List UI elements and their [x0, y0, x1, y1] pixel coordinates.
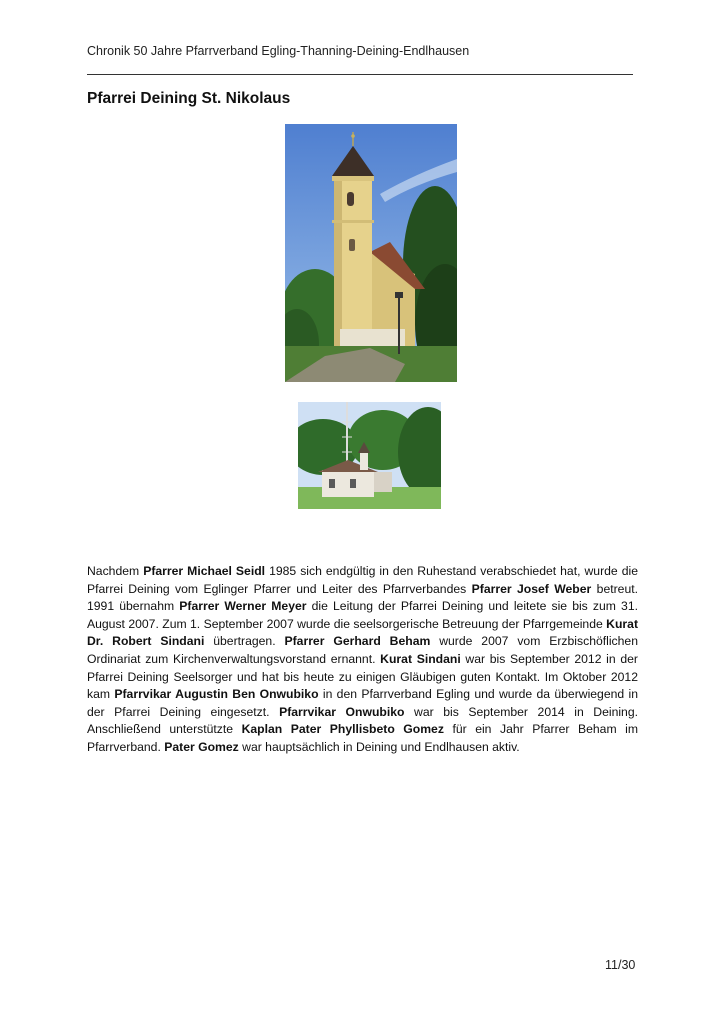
bold-name: Pfarrvikar Onwubiko — [279, 704, 405, 719]
history-paragraph — [87, 563, 638, 757]
text-run: wurde 2007 vom Erzbischöflichen Ordinariat zum Kirchenverwaltungsvorstand ernannt. — [87, 634, 638, 666]
text-run: betreut. 1991 übernahm — [87, 581, 638, 614]
text-run: die Leitung der Pfarrei Deining und leitete sie bis zum 31. August 2007. Zum 1. September 2007 wurde die seelsorgerische Betreuung der Pfarrgemeinde — [87, 599, 638, 631]
bold-name: Pfarrvikar Augustin Ben Onwubiko — [114, 687, 319, 702]
text-run: in den Pfarrverband Egling und wurde da überwiegend in der Pfarrei Deining eingesetzt. — [87, 687, 638, 719]
bold-name: Pater Gomez — [164, 739, 239, 754]
chapel-photo — [298, 402, 441, 509]
bold-name: Kurat Dr. Robert Sindani — [87, 616, 638, 649]
text-run: für ein Jahr Pfarrer Beham im Pfarrverband. — [87, 722, 638, 754]
text-run: war hauptsächlich in Deining und Endlhausen aktiv. — [238, 739, 520, 754]
text-run: war bis September 2014 in Deining. Anschließend unterstützte — [87, 704, 638, 737]
bold-name: Pfarrer Michael Seidl — [143, 564, 266, 578]
text-run: war bis September 2012 in der Pfarrei Deining Seelsorger und hat bis heute zu einigen Gläubigen guten Kontakt. Im Oktober 2012 kam — [87, 651, 638, 702]
header-rule — [87, 74, 633, 75]
running-header: Chronik 50 Jahre Pfarrverband Egling-Thanning-Deining-Endlhausen — [87, 44, 470, 58]
page-number: 11/30 — [605, 958, 636, 972]
section-title: Pfarrei Deining St. Nikolaus — [87, 90, 291, 107]
bold-name: Kaplan Pater Phyllisbeto Gomez — [241, 722, 444, 737]
church-photo — [285, 124, 457, 382]
bold-name: Kurat Sindani — [380, 651, 461, 666]
bold-name: Pfarrer Gerhard Beham — [284, 634, 431, 649]
text-run: 1985 sich endgültig in den Ruhestand verabschiedet hat, wurde die Pfarrei Deining vom Eglinger Pfarrer und Leiter des Pfarrverbandes — [87, 564, 638, 596]
text-run: Nachdem — [87, 564, 144, 578]
bold-name: Pfarrer Josef Weber — [471, 581, 592, 596]
text-run: übertragen. — [204, 634, 285, 649]
bold-name: Pfarrer Werner Meyer — [179, 599, 307, 614]
